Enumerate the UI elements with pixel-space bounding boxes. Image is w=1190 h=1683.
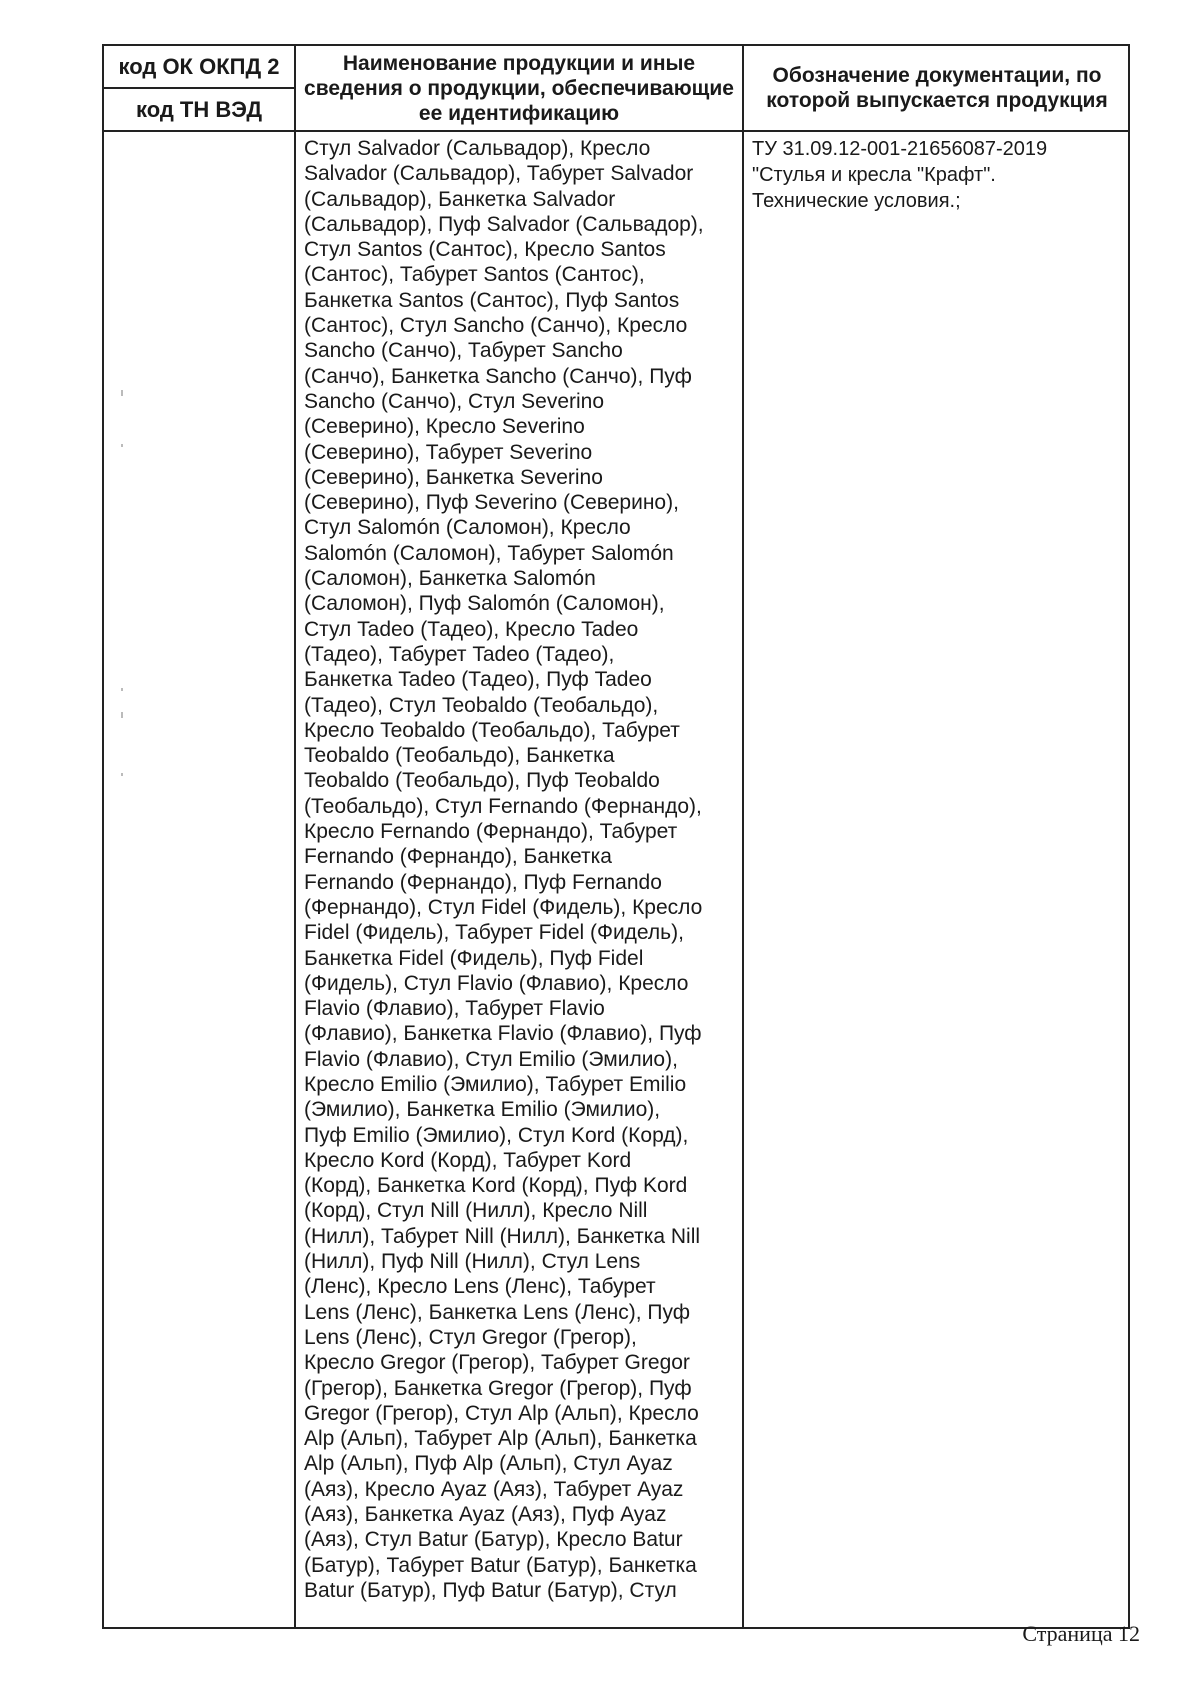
scan-speck bbox=[121, 444, 123, 447]
column-divider-doc bbox=[742, 44, 744, 1629]
certificate-table bbox=[102, 44, 1130, 1629]
header-documentation: Обозначение документации, по которой выпускается продукция bbox=[766, 64, 1108, 112]
header-tnved-code: код ТН ВЭД bbox=[135, 96, 263, 122]
product-description-cell: Стул Salvador (Сальвадор), Кресло Salvador (Сальвадор), Табурет Salvador (Сальвадор), Банкетка Salvador (Сальвадор), Пуф Salvador (Сальвадор), Стул Santos (Сантос), Кресло Santos (Сантос), Табурет Santos (Сантос), Банкетка Santos (Сантос), Пуф Santos (Сантос), Стул Sancho (Санчо), Кресло Sancho (Санчо), Табурет Sancho (Санчо), Банкетка Sancho (Санчо), Пуф Sancho (Санчо), Стул Severino (Северино), Кресло Severino (Северино), Табурет Severino (Северино), Банкетка Severino (Северино), Пуф Severino (Северино), Стул Salomón (Саломон), Кресло Salomón (Саломон), Табурет Salomón (Саломон), Банкетка Salomón (Саломон), Пуф Salomón (Саломон), Стул Tadeo (Тадео), Кресло Tadeo (Тадео), Табурет Tadeo (Тадео), Банкетка Tadeo (Тадео), Пуф Tadeo (Тадео), Стул Teobaldo (Теобальдо), Кресло Teobaldo (Теобальдо), Табурет Teobaldo (Теобальдо), Банкетка Teobaldo (Теобальдо), Пуф Teobaldo (Теобальдо), Стул Fernando (Фернандо), Кресло Fernando (Фернандо), Табурет Fernando (Фернандо), Банкетка Fernando (Фернандо), Пуф Fernando (Фернандо), Стул Fidel (Фидель), Кресло Fidel (Фидель), Табурет Fidel (Фидель), Банкетка Fidel (Фидель), Пуф Fidel (Фидель), Стул Flavio (Флавио), Кресло Flavio (Флавио), Табурет Flavio (Флавио), Банкетка Flavio (Флавио), Пуф Flavio (Флавио), Стул Emilio (Эмилио), Кресло Emilio (Эмилио), Табурет Emilio (Эмилио), Банкетка Emilio (Эмилио), Пуф Emilio (Эмилио), Стул Kord (Корд), Кресло Kord (Корд), Табурет Kord (Корд), Банкетка Kord (Корд), Пуф Kord (Корд), Стул Nill (Нилл), Кресло Nill (Нилл), Табурет Nill (Нилл), Банкетка Nill (Нилл), Пуф Nill (Нилл), Стул Lens (Ленс), Кресло Lens (Ленс), Табурет Lens (Ленс), Банкетка Lens (Ленс), Пуф Lens (Ленс), Стул Gregor (Грегор), Кресло Gregor (Грегор), Табурет Gregor (Грегор), Банкетка Gregor (Грегор), Пуф Gregor (Грегор), Стул Alp (Альп), Кресло Alp (Альп), Табурет Alp (Альп), Банкетка Alp (Альп), Пуф Alp (Альп), Стул Ayaz (Аяз), Кресло Ayaz (Аяз), Табурет Ayaz (Аяз), Банкетка Ayaz (Аяз), Пуф Ayaz (Аяз), Стул Batur (Батур), Кресло Batur (Батур), Табурет Batur (Батур), Банкетка Batur (Батур), Пуф Batur (Батур), Стул bbox=[304, 137, 704, 1602]
scan-speck bbox=[121, 390, 123, 396]
scan-speck bbox=[121, 688, 123, 691]
documentation-cell: ТУ 31.09.12-001-21656087-2019 "Стулья и кресла "Крафт". Технические условия.; bbox=[752, 138, 1048, 212]
scan-speck bbox=[121, 712, 123, 718]
scan-speck bbox=[121, 773, 123, 776]
header-product-name: Наименование продукции и иные сведения о продукции, обеспечивающие ее идентификацию bbox=[304, 51, 734, 125]
page-number: Страница 12 bbox=[1022, 1621, 1140, 1646]
header-okpd-code: код ОК ОКПД 2 bbox=[118, 53, 280, 79]
